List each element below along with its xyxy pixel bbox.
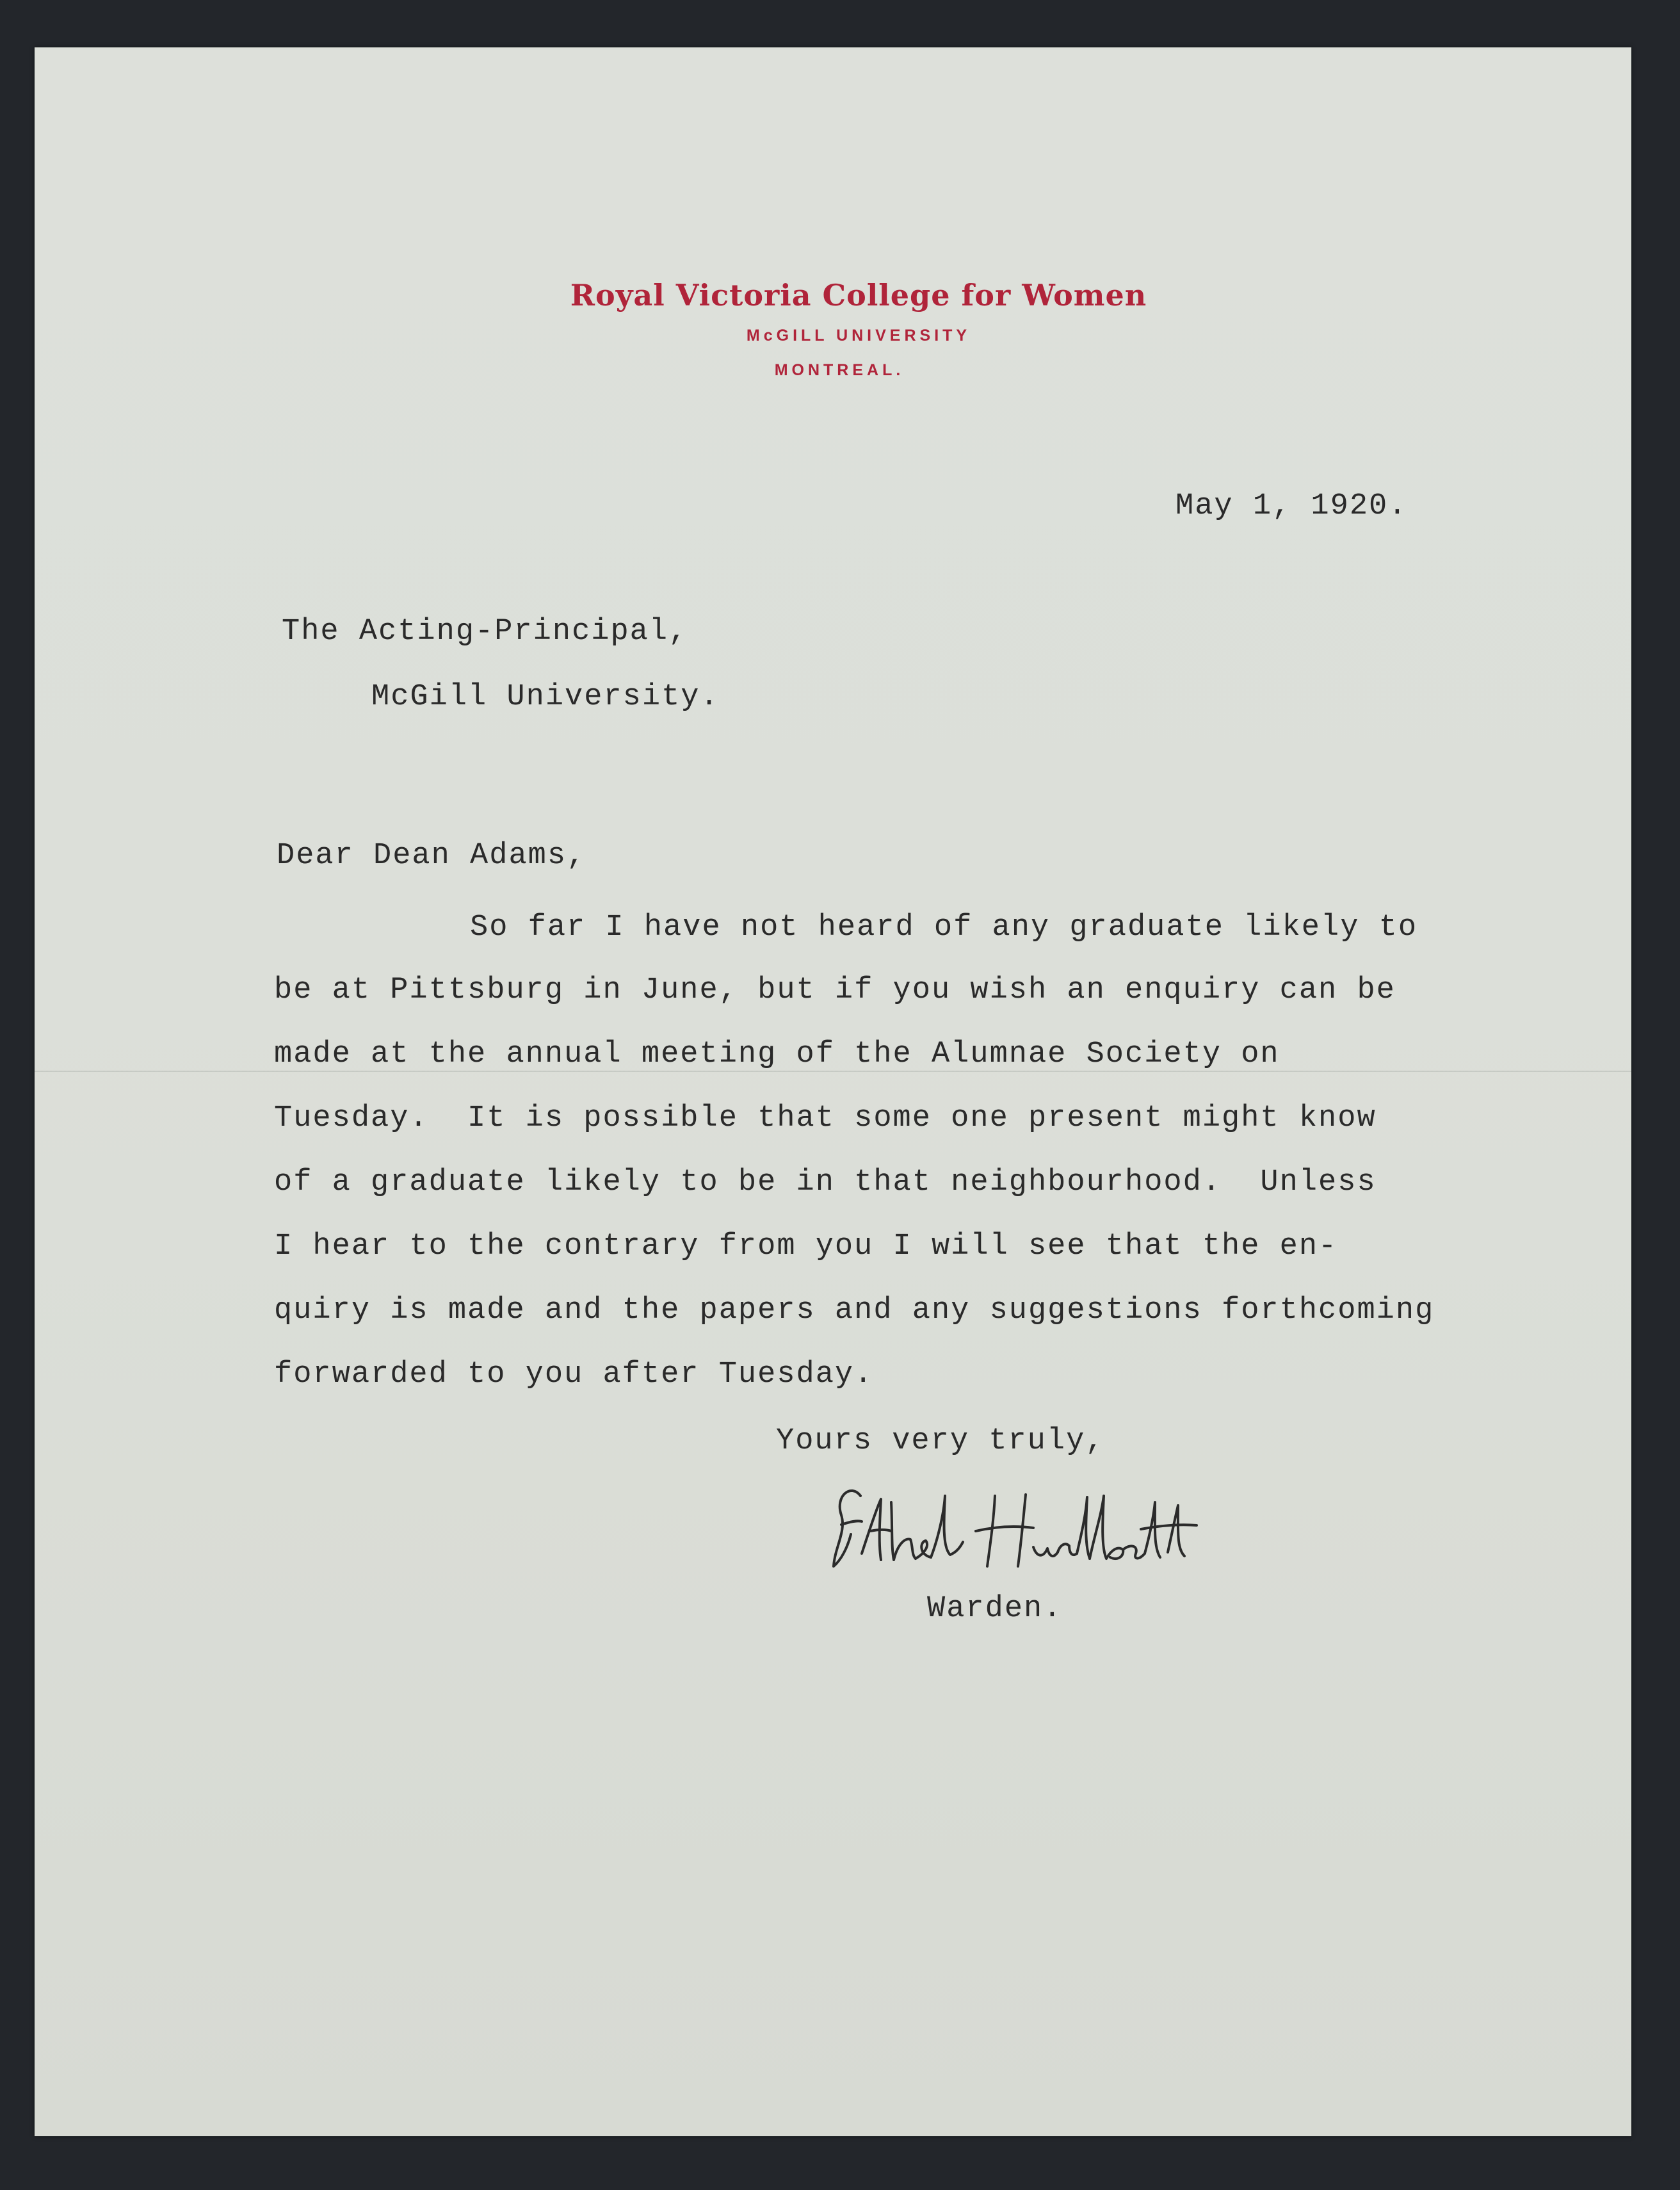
body-line-1: So far I have not heard of any graduate likely to — [470, 911, 1418, 945]
body-line-7: quiry is made and the papers and any suggestions forthcoming — [274, 1294, 1435, 1327]
letterhead-university: McGILL UNIVERSITY — [746, 327, 971, 345]
handwritten-signature — [822, 1470, 1200, 1586]
recipient-line-1: The Acting-Principal, — [282, 615, 688, 649]
letterhead-city: MONTREAL. — [774, 361, 905, 379]
recipient-line-2: McGill University. — [371, 680, 720, 714]
letter-sheet — [35, 47, 1631, 2136]
body-line-3: made at the annual meeting of the Alumnae Society on — [274, 1037, 1280, 1071]
signer-title: Warden. — [927, 1592, 1063, 1626]
letterhead-college: Royal Victoria College for Women — [570, 278, 1147, 312]
body-line-4: Tuesday. It is possible that some one present might know — [274, 1101, 1377, 1135]
body-line-5: of a graduate likely to be in that neighbourhood. Unless — [274, 1165, 1377, 1199]
body-line-8: forwarded to you after Tuesday. — [274, 1358, 874, 1391]
body-line-6: I hear to the contrary from you I will see that the en- — [274, 1229, 1338, 1263]
closing: Yours very truly, — [776, 1424, 1105, 1458]
body-line-2: be at Pittsburg in June, but if you wish an enquiry can be — [274, 973, 1396, 1007]
salutation: Dear Dean Adams, — [277, 839, 586, 873]
letter-date: May 1, 1920. — [1175, 489, 1408, 523]
